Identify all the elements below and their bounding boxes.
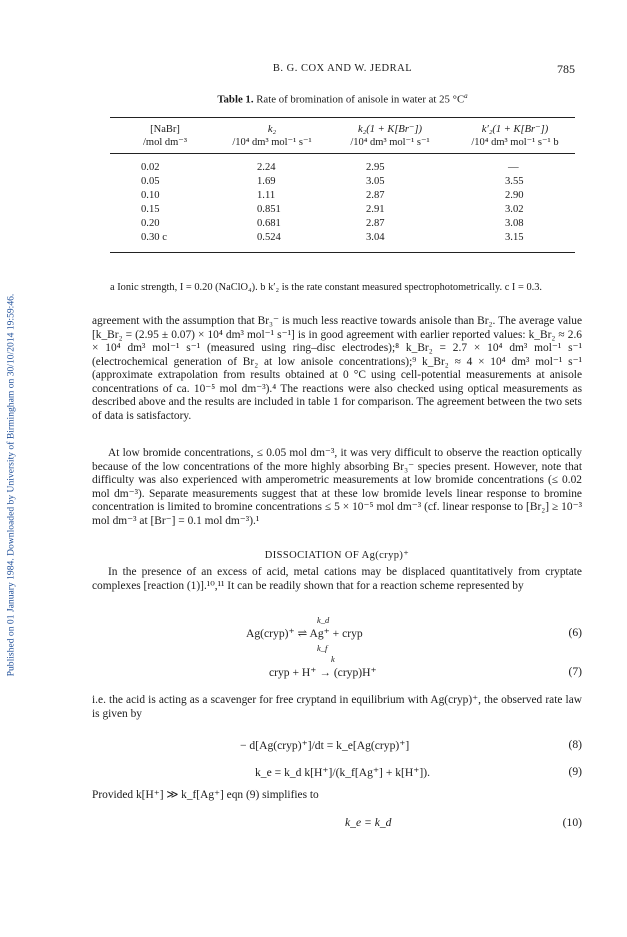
table-cell: 3.04 bbox=[366, 232, 385, 243]
table-cell: 3.05 bbox=[366, 176, 385, 187]
equation-6-number: (6) bbox=[568, 626, 582, 639]
table-cell: 2.91 bbox=[366, 204, 385, 215]
table-cell: 1.11 bbox=[257, 190, 276, 201]
header-authors: B. G. COX AND W. JEDRAL bbox=[272, 63, 413, 74]
table-cell: 0.30 c bbox=[141, 232, 167, 243]
equation-10-number: (10) bbox=[562, 816, 582, 829]
table-footnote: a Ionic strength, I = 0.20 (NaClO₄). b k′₂ is the rate constant measured spectrophotometrically. c I = 0.3. bbox=[110, 282, 543, 293]
page-number: 785 bbox=[557, 62, 575, 76]
table-cell: 2.87 bbox=[366, 190, 385, 201]
table-cell: 0.05 bbox=[141, 176, 160, 187]
body-paragraph-4: i.e. the acid is acting as a scavenger for free cryptand in equilibrium with Ag(cryp)⁺, the observed rate law is given by bbox=[92, 694, 582, 720]
table-header-nabr-top: [NaBr] bbox=[150, 124, 180, 135]
table-bottom-rule bbox=[110, 252, 575, 253]
equation-10-text: k_e = k_d bbox=[345, 816, 392, 829]
table-caption bbox=[110, 92, 575, 106]
table-header-k2prime-top: k′₂(1 + K[Br⁻]) bbox=[481, 124, 549, 135]
table-caption-mark: a bbox=[464, 92, 468, 100]
table-cell: 2.95 bbox=[366, 162, 385, 173]
equation-7-number: (7) bbox=[568, 665, 582, 678]
table-label: Table 1. bbox=[217, 93, 254, 106]
table-header-k2-top: k₂ bbox=[267, 124, 277, 135]
download-notice-text: Published on 01 January 1984. Downloaded by University of Birmingham on 30/10/2014 19:59:46. bbox=[5, 293, 17, 677]
body-paragraph-1: agreement with the assumption that Br₃⁻ is much less reactive towards anisole than Br₂. The average value [k_Br₂ = (2.95 ± 0.07) × 10⁴ dm³ mol⁻¹ s⁻¹] is in good agreement with earlier reported values: k_Br₂ ≈ 2.6 × 10⁴ dm³ mol⁻¹ s⁻¹ (measured using ring–disc electrodes);⁸ k_Br₂ = 2.7 × 10⁴ dm³ mol⁻¹ s⁻¹ (electrochemical generation of Br₂ at low anisole concentrations);⁹ k_Br₂ ≈ 4 × 10⁴ dm³ mol⁻¹ s⁻¹ (approximate extrapolation from results obtained at 0 °C using cell-potential measurements at anisole concentrations of ca. 10⁻⁵ mol dm⁻³).⁴ The reactions were also checked using optical measurements as described above and the results are included in table 1 for comparison. The agreement between the two sets of data is satisfactory. bbox=[92, 315, 582, 422]
table-cell: 3.02 bbox=[505, 204, 524, 215]
table-cell: 3.08 bbox=[505, 218, 524, 229]
table-cell: 0.681 bbox=[257, 218, 281, 229]
table-cell: 0.524 bbox=[257, 232, 281, 243]
table-cell: 0.02 bbox=[141, 162, 160, 173]
section-title: DISSOCIATION OF Ag(cryp)⁺ bbox=[264, 550, 410, 561]
equation-6-rate-forward: k_d bbox=[317, 615, 330, 625]
table-cell: 0.15 bbox=[141, 204, 160, 215]
equation-6-rate-reverse: k_f bbox=[317, 643, 328, 653]
table-header-k2-corr-top: k₂(1 + K[Br⁻]) bbox=[357, 124, 423, 135]
table-cell: 0.20 bbox=[141, 218, 160, 229]
table-cell: 3.55 bbox=[505, 176, 524, 187]
table-header-k2 bbox=[212, 123, 332, 149]
table-header-k2-corr-unit: /10⁴ dm³ mol⁻¹ s⁻¹ bbox=[350, 137, 430, 148]
equation-9-number: (9) bbox=[568, 765, 582, 778]
running-header bbox=[110, 63, 575, 79]
table-cell: 3.15 bbox=[505, 232, 524, 243]
equation-8-number: (8) bbox=[568, 738, 582, 751]
table-mid-rule bbox=[110, 153, 575, 154]
table-caption-text: Rate of bromination of anisole in water at 25 °C bbox=[256, 93, 465, 106]
equation-7-text: cryp + H⁺ → (cryp)H⁺ bbox=[269, 666, 377, 679]
body-paragraph-3: In the presence of an excess of acid, metal cations may be displaced quantitatively from cryptate complexes [reaction (1)].¹⁰,¹¹ It can be readily shown that for a reaction scheme represented by bbox=[92, 566, 582, 592]
table-cell: 2.87 bbox=[366, 218, 385, 229]
equation-6-text: Ag(cryp)⁺ ⇌ Ag⁺ + cryp bbox=[246, 627, 363, 640]
table-header-k2-corr bbox=[330, 123, 450, 149]
table-cell: 2.24 bbox=[257, 162, 276, 173]
download-notice bbox=[4, 140, 18, 830]
table-header-k2prime bbox=[455, 123, 575, 149]
equation-7-rate: k bbox=[331, 654, 335, 664]
table-cell: — bbox=[508, 162, 519, 173]
table-header-k2prime-unit: /10⁴ dm³ mol⁻¹ s⁻¹ b bbox=[471, 137, 559, 148]
table-cell: 0.10 bbox=[141, 190, 160, 201]
table-cell: 0.851 bbox=[257, 204, 281, 215]
table-cell: 2.90 bbox=[505, 190, 524, 201]
table-header-k2-unit: /10⁴ dm³ mol⁻¹ s⁻¹ bbox=[232, 137, 312, 148]
equation-8-text: − d[Ag(cryp)⁺]/dt = k_e[Ag(cryp)⁺] bbox=[240, 739, 410, 752]
table-cell: 1.69 bbox=[257, 176, 276, 187]
body-paragraph-5: Provided k[H⁺] ≫ k_f[Ag⁺] eqn (9) simplifies to bbox=[92, 789, 319, 801]
table-header-nabr-unit: /mol dm⁻³ bbox=[143, 137, 187, 148]
table-top-rule bbox=[110, 117, 575, 118]
table-header-nabr bbox=[110, 123, 220, 149]
equation-9-text: k_e = k_d k[H⁺]/(k_f[Ag⁺] + k[H⁺]). bbox=[255, 766, 431, 779]
body-paragraph-2: At low bromide concentrations, ≤ 0.05 mol dm⁻³, it was very difficult to observe the reaction optically because of the low concentrations of the more highly absorbing Br₃⁻ species present. However, note that difficulty was also experienced with amperometric measurements at low bromide concentrations (≤ 0.02 mol dm⁻³). Separate measurements suggest that at these low bromide levels linear response to bromine concentration is limited to bromine concentrations ≤ 5 × 10⁻⁵ mol dm⁻³ (cf. linear response to [Br₂] ≥ 10⁻³ mol dm⁻³ at [Br⁻] = 0.1 mol dm⁻³).¹ bbox=[92, 447, 582, 527]
